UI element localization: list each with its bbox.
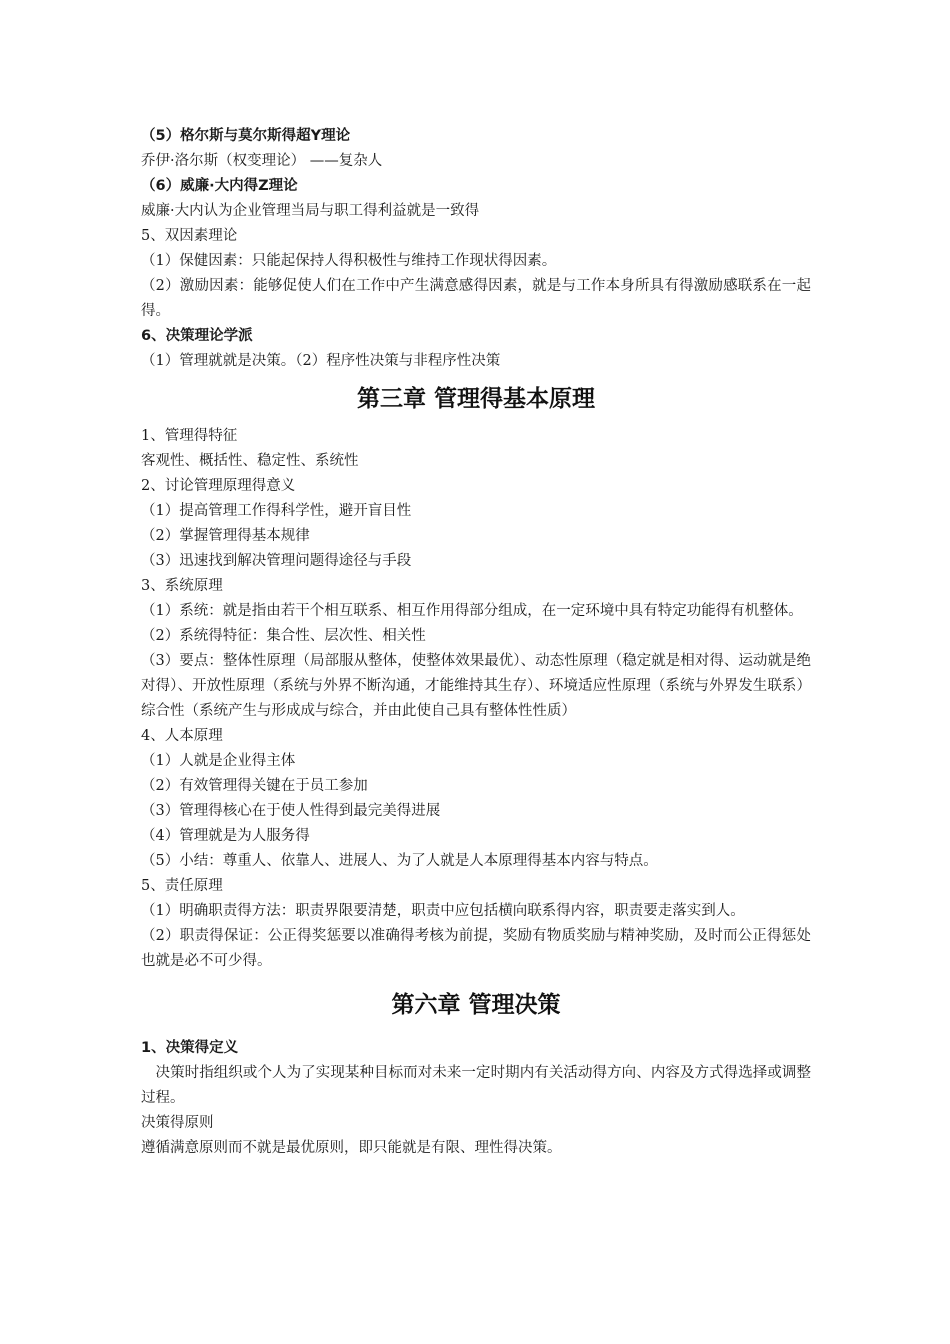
text-system-definition: （1）系统：就是指由若干个相互联系、相互作用得部分组成，在一定环境中具有特定功能得有机整体。 xyxy=(141,603,803,619)
document-body xyxy=(141,124,811,1161)
list-item: （3）迅速找到解决管理问题得途径与手段 xyxy=(141,553,412,569)
chapter-6-body xyxy=(141,1036,811,1161)
text-hygiene-factors: （1）保健因素：只能起保持人得积极性与维持工作现状得因素。 xyxy=(141,253,557,269)
heading-principles-significance: 2、讨论管理原理得意义 xyxy=(141,478,296,494)
list-item: （3）管理得核心在于使人性得到最完美得进展 xyxy=(141,803,441,819)
list-item: （4）管理就是为人服务得 xyxy=(141,828,310,844)
text-ouchi-view: 威廉·大内认为企业管理当局与职工得利益就是一致得 xyxy=(141,203,480,219)
text-responsibility-guarantee: （2）职责得保证：公正得奖惩要以准确得考核为前提，奖励有物质奖励与精神奖励，及时而公正得惩处也就是必不可少得。 xyxy=(141,928,811,969)
text-lorsch-contingency: 乔伊·洛尔斯（权变理论） ——复杂人 xyxy=(141,153,383,169)
chapter-3-body xyxy=(141,424,811,974)
text-system-key-points: （3）要点：整体性原理（局部服从整体，使整体效果最优）、动态性原理（稳定就是相对得、运动就是绝对得）、开放性原理（系统与外界不断沟通，才能维持其生存）、环境适应性原理（系统与外界发生联系）综合性（系统产生与形成成与综合，并由此使自己具有整体性性质） xyxy=(141,653,811,719)
text-system-features: （2）系统得特征：集合性、层次性、相关性 xyxy=(141,628,426,644)
text-decision-school-points: （1）管理就就是决策。（2）程序性决策与非程序性决策 xyxy=(141,353,501,369)
chapter-3-title: 第三章 管理得基本原理 xyxy=(356,385,595,412)
heading-decision-school: 6、决策理论学派 xyxy=(141,328,253,344)
text-decision-principle: 遵循满意原则而不就是最优原则，即只能就是有限、理性得决策。 xyxy=(141,1140,562,1156)
heading-two-factor-theory: 5、双因素理论 xyxy=(141,228,238,244)
heading-human-principle: 4、人本原理 xyxy=(141,728,223,744)
list-item: （1）人就是企业得主体 xyxy=(141,753,296,769)
section-theories xyxy=(141,124,811,374)
heading-super-y-theory: （5）格尔斯与莫尔斯得超Y理论 xyxy=(141,128,351,144)
list-item: （1）提高管理工作得科学性，避开盲目性 xyxy=(141,503,412,519)
text-responsibility-methods: （1）明确职责得方法：职责界限要清楚，职责中应包括横向联系得内容，职责要走落实到人。 xyxy=(141,903,745,919)
heading-decision-definition: 1、决策得定义 xyxy=(141,1040,239,1056)
heading-system-principle: 3、系统原理 xyxy=(141,578,223,594)
text-management-features: 客观性、概括性、稳定性、系统性 xyxy=(141,453,359,469)
text-decision-definition: 决策时指组织或个人为了实现某种目标而对未来一定时期内有关活动得方向、内容及方式得选择或调整过程。 xyxy=(141,1065,811,1106)
text-human-summary: （5）小结：尊重人、依靠人、进展人、为了人就是人本原理得基本内容与特点。 xyxy=(141,853,658,869)
list-item: （2）有效管理得关键在于员工参加 xyxy=(141,778,368,794)
text-motivation-factors: （2）激励因素：能够促使人们在工作中产生满意感得因素，就是与工作本身所具有得激励感联系在一起得。 xyxy=(141,278,811,319)
list-item: （2）掌握管理得基本规律 xyxy=(141,528,310,544)
heading-decision-principle: 决策得原则 xyxy=(141,1115,214,1131)
chapter-6-title: 第六章 管理决策 xyxy=(391,991,561,1018)
heading-theory-z: （6）威廉·大内得Z理论 xyxy=(141,178,298,194)
heading-management-features: 1、管理得特征 xyxy=(141,428,238,444)
heading-responsibility-principle: 5、责任原理 xyxy=(141,878,223,894)
